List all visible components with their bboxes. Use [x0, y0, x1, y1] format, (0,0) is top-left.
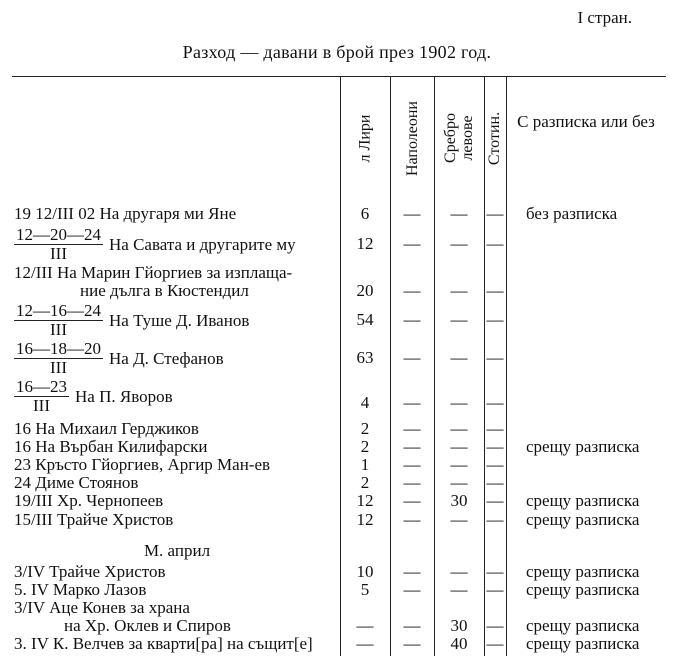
napoleons-cell: —	[403, 348, 421, 367]
napoleons-cell: —	[403, 562, 421, 581]
napoleons-cell: —	[403, 580, 421, 599]
column-header-kopeks: Стотин.	[486, 111, 504, 165]
receipt-note: срещу разписка	[526, 634, 640, 653]
column-header-lira: л Лири	[356, 114, 374, 162]
row-description: 19/III Хр. Чернопеев	[14, 491, 164, 510]
lira-cell: 1	[360, 455, 370, 474]
row-description: 15/III Трайче Христов	[14, 510, 174, 529]
kopeks-cell: —	[486, 204, 504, 223]
silver-cell: —	[450, 473, 468, 492]
row-description: 19 12/III 02 На другаря ми Яне	[14, 204, 237, 223]
receipt-note: срещу разписка	[526, 562, 640, 581]
column-header-receipt: С разписка или без	[517, 112, 655, 131]
lira-cell: 54	[356, 310, 374, 329]
silver-cell: 30	[450, 616, 468, 635]
row-description: $\frac{16—18—20}{\text{III}}$ На Д. Стефанов	[16, 339, 224, 377]
silver-cell: —	[450, 419, 468, 438]
kopeks-cell: —	[486, 616, 504, 635]
receipt-note: без разписка	[526, 204, 618, 223]
kopeks-cell: —	[486, 473, 504, 492]
napoleons-cell: —	[403, 310, 421, 329]
receipt-note: срещу разписка	[526, 437, 640, 456]
lira-cell: 10	[356, 562, 374, 581]
kopeks-cell: —	[486, 634, 504, 653]
lira-cell: 4	[360, 393, 370, 412]
silver-cell: —	[450, 310, 468, 329]
page-number: I стран.	[577, 8, 632, 27]
header-rule	[12, 76, 666, 77]
row-description: $\frac{12—20—24}{\text{III}}$ На Савата и другарите му	[16, 225, 296, 263]
napoleons-cell: —	[403, 491, 421, 510]
lira-cell: 20	[356, 281, 374, 300]
month-heading: М. април	[143, 541, 211, 560]
napoleons-cell: —	[403, 234, 421, 253]
silver-cell: 30	[450, 491, 468, 510]
column-header-napoleons: Наполеони	[403, 100, 421, 176]
silver-cell: —	[450, 562, 468, 581]
lira-cell: 12	[356, 234, 374, 253]
napoleons-cell: —	[403, 281, 421, 300]
lira-cell: 63	[356, 348, 374, 367]
silver-cell: —	[450, 393, 468, 412]
row-description: $\frac{12—16—24}{\text{III}}$ На Туше Д. Иванов	[16, 301, 250, 339]
lira-cell: —	[356, 634, 374, 653]
kopeks-cell: —	[486, 455, 504, 474]
napoleons-cell: —	[403, 393, 421, 412]
row-description: 3. IV К. Велчев за кварти[ра] на същит[е]	[14, 634, 313, 653]
date-fraction: $\frac{12—16—24}{\text{III}}$	[16, 301, 101, 339]
lira-cell: 2	[360, 473, 370, 492]
row-description: 23 Кръсто Гйоргиев, Аргир Ман-ев	[14, 455, 271, 474]
column-divider	[506, 77, 507, 656]
kopeks-cell: —	[486, 234, 504, 253]
napoleons-cell: —	[403, 455, 421, 474]
row-description: 3/IV Аце Конев за храна на Хр. Оклев и Спиров	[14, 598, 231, 635]
receipt-note: срещу разписка	[526, 491, 640, 510]
row-description: 5. IV Марко Лазов	[14, 580, 147, 599]
silver-cell: 40	[450, 634, 468, 653]
receipt-note: срещу разписка	[526, 616, 640, 635]
date-fraction: $\frac{16—23}{\text{III}}$	[16, 377, 67, 415]
row-description: 16 На Върбан Килифарски	[14, 437, 208, 456]
lira-cell: 6	[360, 204, 370, 223]
column-header-silver: Сребро левове	[442, 113, 476, 163]
row-description: 3/IV Трайче Христов	[14, 562, 166, 581]
napoleons-cell: —	[403, 634, 421, 653]
silver-cell: —	[450, 348, 468, 367]
napoleons-cell: —	[403, 437, 421, 456]
lira-cell: 2	[360, 419, 370, 438]
silver-cell: —	[450, 437, 468, 456]
silver-cell: —	[450, 510, 468, 529]
kopeks-cell: —	[486, 510, 504, 529]
kopeks-cell: —	[486, 310, 504, 329]
kopeks-cell: —	[486, 348, 504, 367]
row-description: $\frac{16—23}{\text{III}}$ На П. Яворов	[16, 377, 173, 415]
kopeks-cell: —	[486, 491, 504, 510]
row-description: 16 На Михаил Герджиков	[14, 419, 199, 438]
silver-cell: —	[450, 580, 468, 599]
silver-cell: —	[450, 204, 468, 223]
napoleons-cell: —	[403, 616, 421, 635]
kopeks-cell: —	[486, 393, 504, 412]
date-fraction: $\frac{12—20—24}{\text{III}}$	[16, 225, 101, 263]
kopeks-cell: —	[486, 281, 504, 300]
lira-cell: —	[356, 616, 374, 635]
silver-cell: —	[450, 281, 468, 300]
napoleons-cell: —	[403, 419, 421, 438]
silver-cell: —	[450, 234, 468, 253]
lira-cell: 5	[360, 580, 370, 599]
napoleons-cell: —	[403, 204, 421, 223]
silver-cell: —	[450, 455, 468, 474]
kopeks-cell: —	[486, 419, 504, 438]
kopeks-cell: —	[486, 437, 504, 456]
napoleons-cell: —	[403, 510, 421, 529]
lira-cell: 12	[356, 491, 374, 510]
kopeks-cell: —	[486, 562, 504, 581]
page-title: Разход — давани в брой през 1902 год.	[182, 42, 492, 62]
lira-cell: 12	[356, 510, 374, 529]
receipt-note: срещу разписка	[526, 510, 640, 529]
row-description: 24 Диме Стоянов	[14, 473, 139, 492]
receipt-note: срещу разписка	[526, 580, 640, 599]
napoleons-cell: —	[403, 473, 421, 492]
kopeks-cell: —	[486, 580, 504, 599]
lira-cell: 2	[360, 437, 370, 456]
date-fraction: $\frac{16—18—20}{\text{III}}$	[16, 339, 101, 377]
row-description: 12/III На Марин Гйоргиев за изплаща- ние дълга в Кюстендил	[14, 263, 293, 300]
